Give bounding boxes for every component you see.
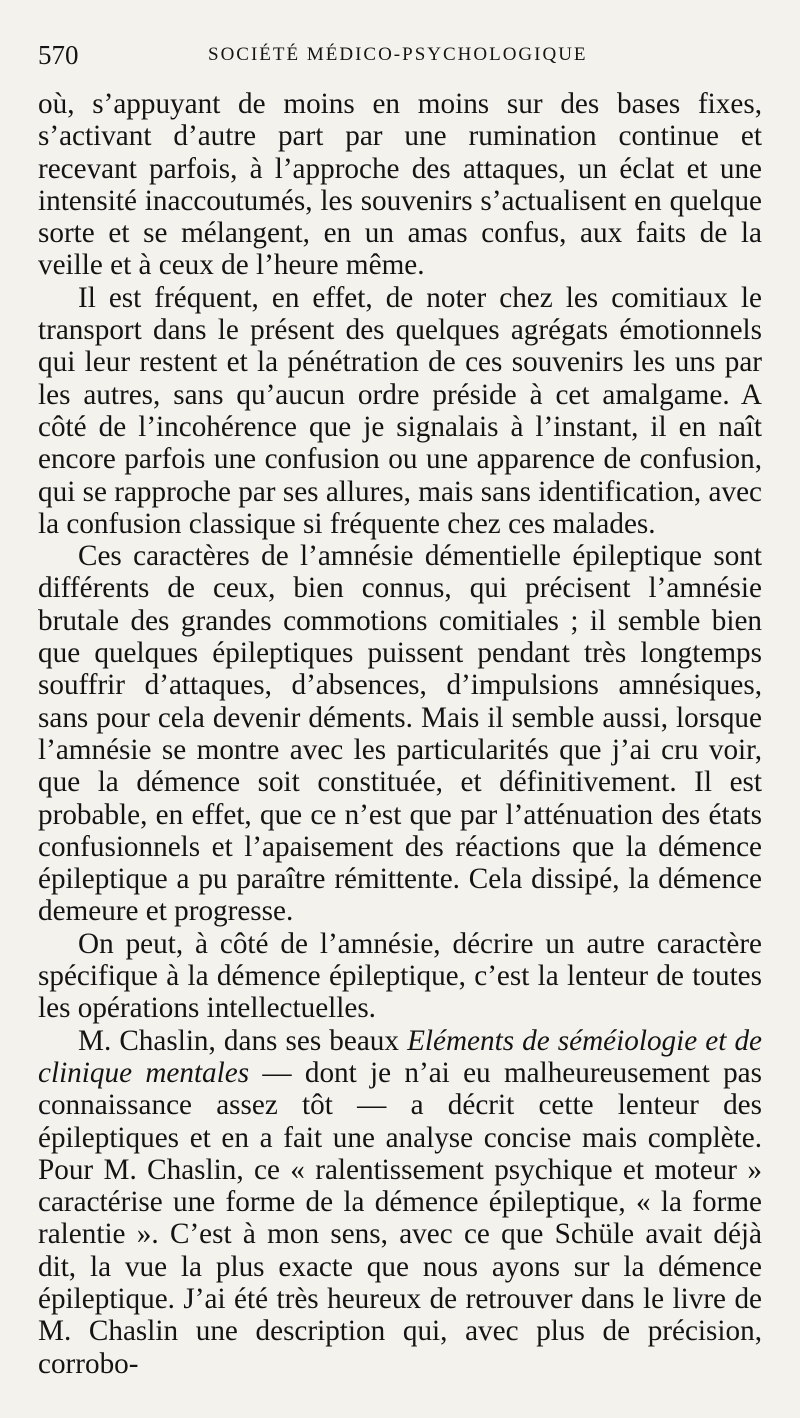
body-text (38, 88, 762, 1380)
paragraph: Ces caractères de l’amnésie démentielle épileptique sont différents de ceux, bien connus, qui précisent l’amnésie brutale des grandes commotions comitiales ; il semble bien que quelques épileptiques puissent pendant très longtemps souffrir d’attaques, d’absences, d’impulsions amnésiques, sans pour cela devenir déments. Mais il semble aussi, lorsque l’amnésie se montre avec les particularités que j’ai cru voir, que la démence soit constituée, et définitivement. Il est probable, en effet, que ce n’est que par l’atténuation des états confusionnels et l’apaisement des réactions que la démence épileptique a pu paraître rémittente. Cela dissipé, la démence demeure et progresse. (38, 540, 762, 928)
paragraph: Il est fréquent, en effet, de noter chez les comitiaux le transport dans le présent des quelques agrégats émotionnels qui leur restent et la pénétration de ces souvenirs les uns par les autres, sans qu’aucun ordre préside à cet amalgame. A côté de l’incohérence que je signalais à l’instant, il en naît encore parfois une confusion ou une apparence de confusion, qui se rapproche par ses allures, mais sans identification, avec la confusion classique si fréquente chez ces malades. (38, 281, 762, 540)
running-head: SOCIÉTÉ MÉDICO-PSYCHOLOGIQUE (208, 44, 588, 65)
paragraph (38, 1025, 762, 1380)
paragraph-text: — dont je n’ai eu malheureusement pas connaissance assez tôt — a décrit cette lenteur des épileptiques et en a fait une analyse concise mais complète. Pour M. Chaslin, ce « ralentissement psychique et moteur » caractérise une forme de la démence épileptique, « la forme ralentie ». C’est à mon sens, avec ce que Schüle avait déjà dit, la vue la plus exacte que nous ayons sur la démence épileptique. J’ai été très heureux de retrouver dans le livre de M. Chaslin une description qui, avec plus de précision, corrobo- (38, 1056, 762, 1380)
page-header (38, 38, 762, 88)
page-number: 570 (38, 40, 79, 70)
book-title-italic: Eléments de séméiologie et de clinique mentales (38, 1024, 762, 1089)
paragraph: où, s’appuyant de moins en moins sur des bases fixes, s’activant d’autre part par une rumination continue et recevant parfois, à l’approche des attaques, un éclat et une intensité inaccoutumés, les souvenirs s’actualisent en quelque sorte et se mélangent, en un amas confus, aux faits de la veille et à ceux de l’heure même. (38, 88, 762, 282)
paragraph: On peut, à côté de l’amnésie, décrire un autre caractère spécifique à la démence épileptique, c’est la lenteur de toutes les opérations intellectuelles. (38, 927, 762, 1025)
paragraph-text: M. Chaslin, dans ses beaux (78, 1024, 408, 1057)
